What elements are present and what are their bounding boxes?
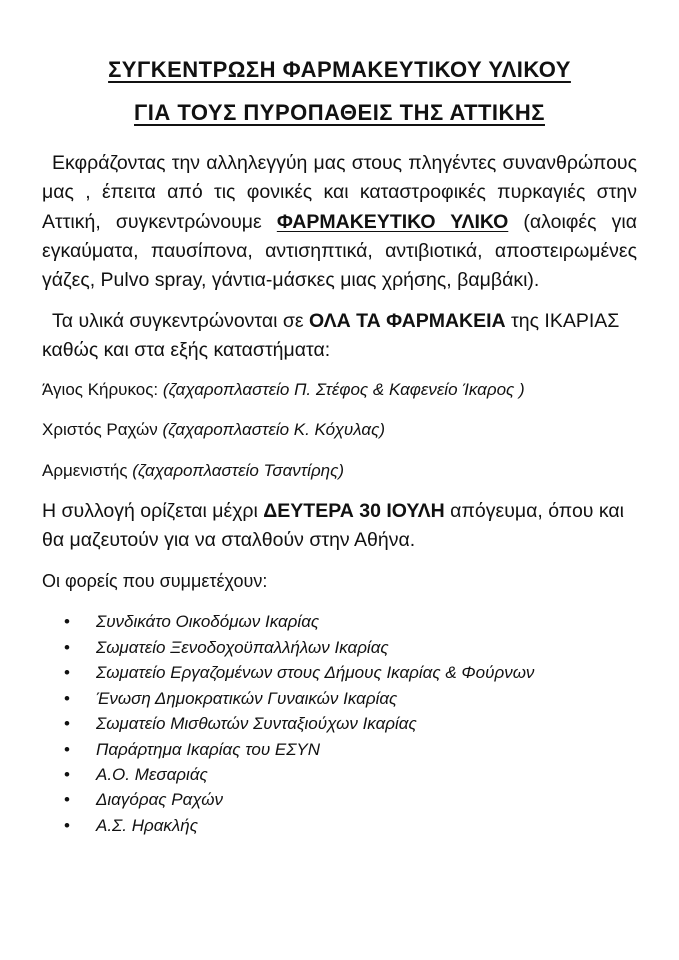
list-item: • Α.Σ. Ηρακλής <box>64 813 637 838</box>
collection-text-start: Τα υλικά συγκεντρώνονται σε <box>52 310 310 333</box>
list-item: • Διαγόρας Ραχών <box>64 787 637 812</box>
collection-text-end: της ΙΚΑΡΙΑΣ καθώς και στα εξής καταστήματα: <box>42 310 620 362</box>
title-line-1 <box>42 50 637 90</box>
location-armenistis <box>42 460 637 482</box>
deadline-paragraph <box>42 497 637 555</box>
location-christos-rachon <box>42 419 637 441</box>
deadline-emphasis: ΔΕΥΤΕΡΑ 30 ΙΟΥΛΗ <box>263 500 445 523</box>
list-item: • Σωματείο Εργαζομένων στους Δήμους Ικαρίας & Φούρνων <box>64 660 637 685</box>
list-item: • Παράρτημα Ικαρίας του ΕΣΥΝ <box>64 737 637 762</box>
location-shops: (ζαχαροπλαστείο Π. Στέφος & Καφενείο Ίκαρος ) <box>162 380 525 400</box>
deadline-text-start: Η συλλογή ορίζεται μέχρι <box>42 500 264 523</box>
deadline-text-end: απόγευμα, όπου και θα μαζευτούν για να σταλθούν στην Αθήνα. <box>42 500 624 552</box>
location-shops: (ζαχαροπλαστείο Τσαντίρης) <box>132 461 345 481</box>
location-place: Χριστός Ραχών <box>42 420 163 440</box>
intro-emphasis: ΦΑΡΜΑΚΕΥΤΙΚΟ ΥΛΙΚΟ <box>276 210 509 233</box>
list-item: • Ένωση Δημοκρατικών Γυναικών Ικαρίας <box>64 686 637 711</box>
list-item: • Α.Ο. Μεσαριάς <box>64 762 637 787</box>
intro-text-end: (αλοιφές για εγκαύματα, παυσίπονα, αντισηπτικά, αντιβιοτικά, αποστειρωμένες γάζες, Pulvo spray, γάντια-μάσκες μιας χρήσης, βαμβάκι). <box>42 210 637 292</box>
location-agios-kirykos <box>42 379 637 401</box>
list-item: • Σωματείο Ξενοδοχοϋπαλλήλων Ικαρίας <box>64 635 637 660</box>
title-line-2 <box>42 93 637 133</box>
intro-paragraph <box>42 149 637 295</box>
list-item: • Συνδικάτο Οικοδόμων Ικαρίας <box>64 609 637 634</box>
title-line-2-text: ΓΙΑ ΤΟΥΣ ΠΥΡΟΠΑΘΕΙΣ ΤΗΣ ΑΤΤΙΚΗΣ <box>134 100 545 125</box>
intro-text-start: Εκφράζοντας την αλληλεγγύη μας στους πληγέντες συνανθρώπους μας , έπειτα από τις φονικές και καταστροφικές πυρκαγιές στην Αττική, συγκεντρώνουμε <box>42 152 637 233</box>
collection-paragraph <box>42 307 637 365</box>
location-place: Αρμενιστής <box>42 461 133 481</box>
title-line-1-text: ΣΥΓΚΕΝΤΡΩΣΗ ΦΑΡΜΑΚΕΥΤΙΚΟΥ ΥΛΙΚΟΥ <box>108 57 571 82</box>
list-item: • Σωματείο Μισθωτών Συνταξιούχων Ικαρίας <box>64 711 637 736</box>
orgs-list <box>42 609 637 838</box>
location-place: Άγιος Κήρυκος: <box>42 380 163 400</box>
location-shops: (ζαχαροπλαστείο Κ. Κόχυλας) <box>162 420 386 440</box>
orgs-heading: Οι φορείς που συμμετέχουν: <box>42 571 268 592</box>
collection-emphasis: ΟΛΑ ΤΑ ΦΑΡΜΑΚΕΙΑ <box>309 310 506 333</box>
